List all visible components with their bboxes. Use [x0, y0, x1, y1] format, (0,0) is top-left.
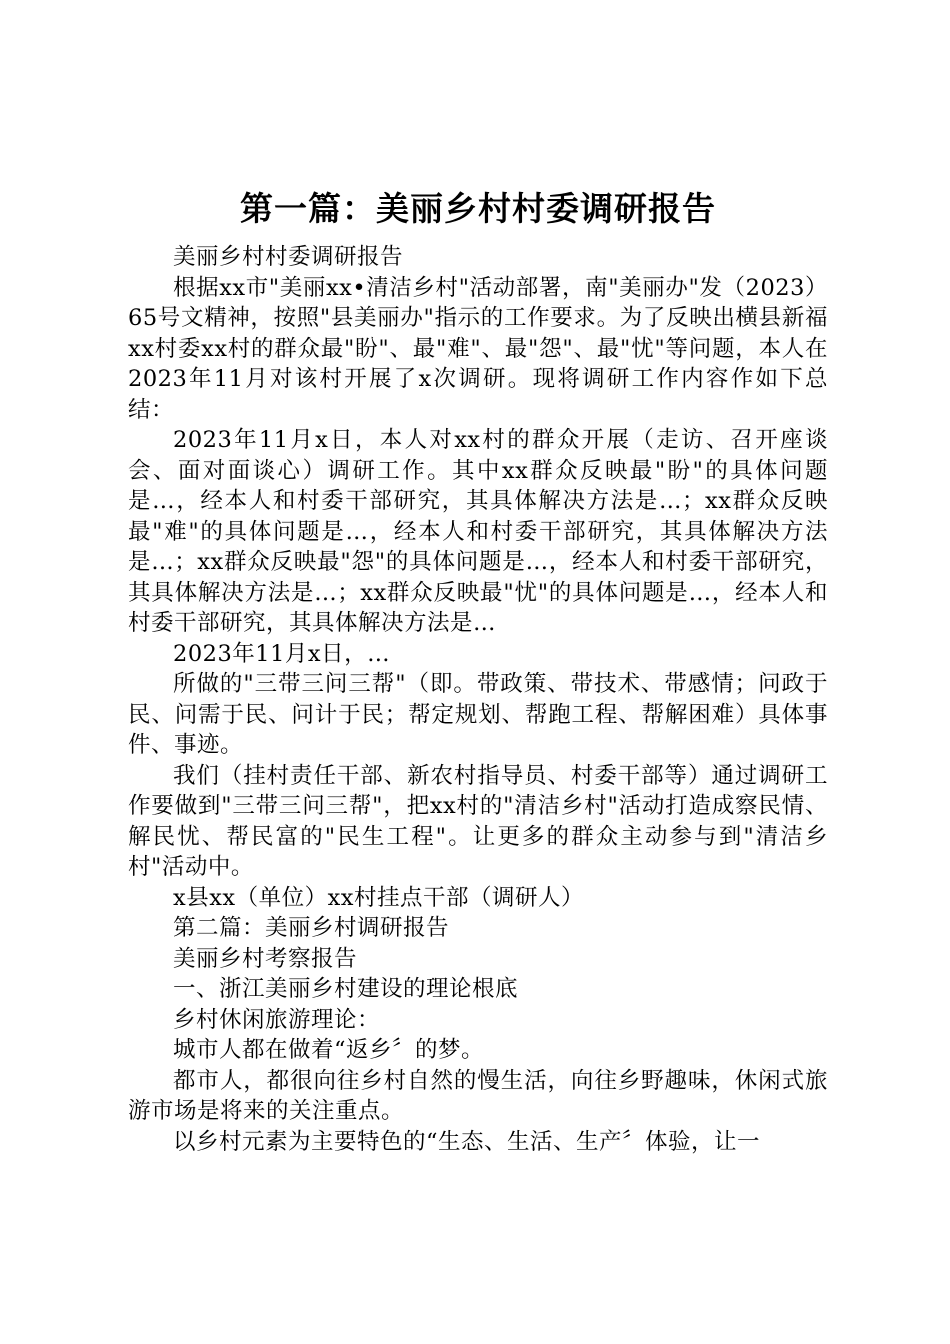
- paragraph: 美丽乡村村委调研报告: [173, 244, 404, 270]
- document-title: 第一篇：美丽乡村村委调研报告: [240, 189, 716, 228]
- paragraph: x县xx（单位）xx村挂点干部（调研人）: [173, 884, 584, 911]
- paragraph: 城市人都在做着“返乡〞的梦。: [173, 1037, 485, 1063]
- paragraph: 2023年11月x日，…: [173, 640, 391, 667]
- paragraph: 一、浙江美丽乡村建设的理论根底: [173, 976, 519, 1002]
- paragraph: 我们（挂村责任干部、新农村指导员、村委干部等）通过调研工作要做到"三带三问三帮"，把xx村的"清洁乡村"活动打造成察民情、解民忧、帮民富的"民生工程"。让更多的群众主动参与到"清洁乡村"活动中。: [128, 762, 828, 880]
- paragraph: 根据xx市"美丽xx•清洁乡村"活动部署，南"美丽办"发（2023）65号文精神，按照"县美丽办"指示的工作要求。为了反映出横县新福xx村委xx村的群众最"盼"、最"难"、最"怨"、最"忧"等问题，本人在2023年11月对该村开展了x次调研。现将调研工作内容作如下总结：: [128, 274, 828, 423]
- paragraph: 2023年11月x日，本人对xx村的群众开展（走访、召开座谈会、面对面谈心）调研工作。其中xx群众反映最"盼"的具体问题是…，经本人和村委干部研究，其具体解决方法是…；xx群众反映最"难"的具体问题是…，经本人和村委干部研究，其具体解决方法是…；xx群众反映最"怨"的具体问题是…，经本人和村委干部研究，其具体解决方法是…；xx群众反映最"忧"的具体问题是…，经本人和村委干部研究，其具体解决方法是…: [128, 427, 828, 636]
- paragraph: 美丽乡村考察报告: [173, 945, 358, 972]
- paragraph: 都市人，都很向往乡村自然的慢生活，向往乡野趣味，休闲式旅游市场是将来的关注重点。: [128, 1067, 828, 1124]
- paragraph: 乡村休闲旅游理论：: [173, 1006, 381, 1033]
- document-page: [128, 186, 828, 1157]
- paragraph: 以乡村元素为主要特色的“生态、生活、生产〞体验，让一: [173, 1128, 761, 1155]
- paragraph: 第二篇：美丽乡村调研报告: [173, 915, 450, 941]
- paragraph: 所做的"三带三问三帮"（即。带政策、带技术、带感情；问政于民、问需于民、问计于民；帮定规划、帮跑工程、帮解困难）具体事件、事迹。: [128, 671, 828, 758]
